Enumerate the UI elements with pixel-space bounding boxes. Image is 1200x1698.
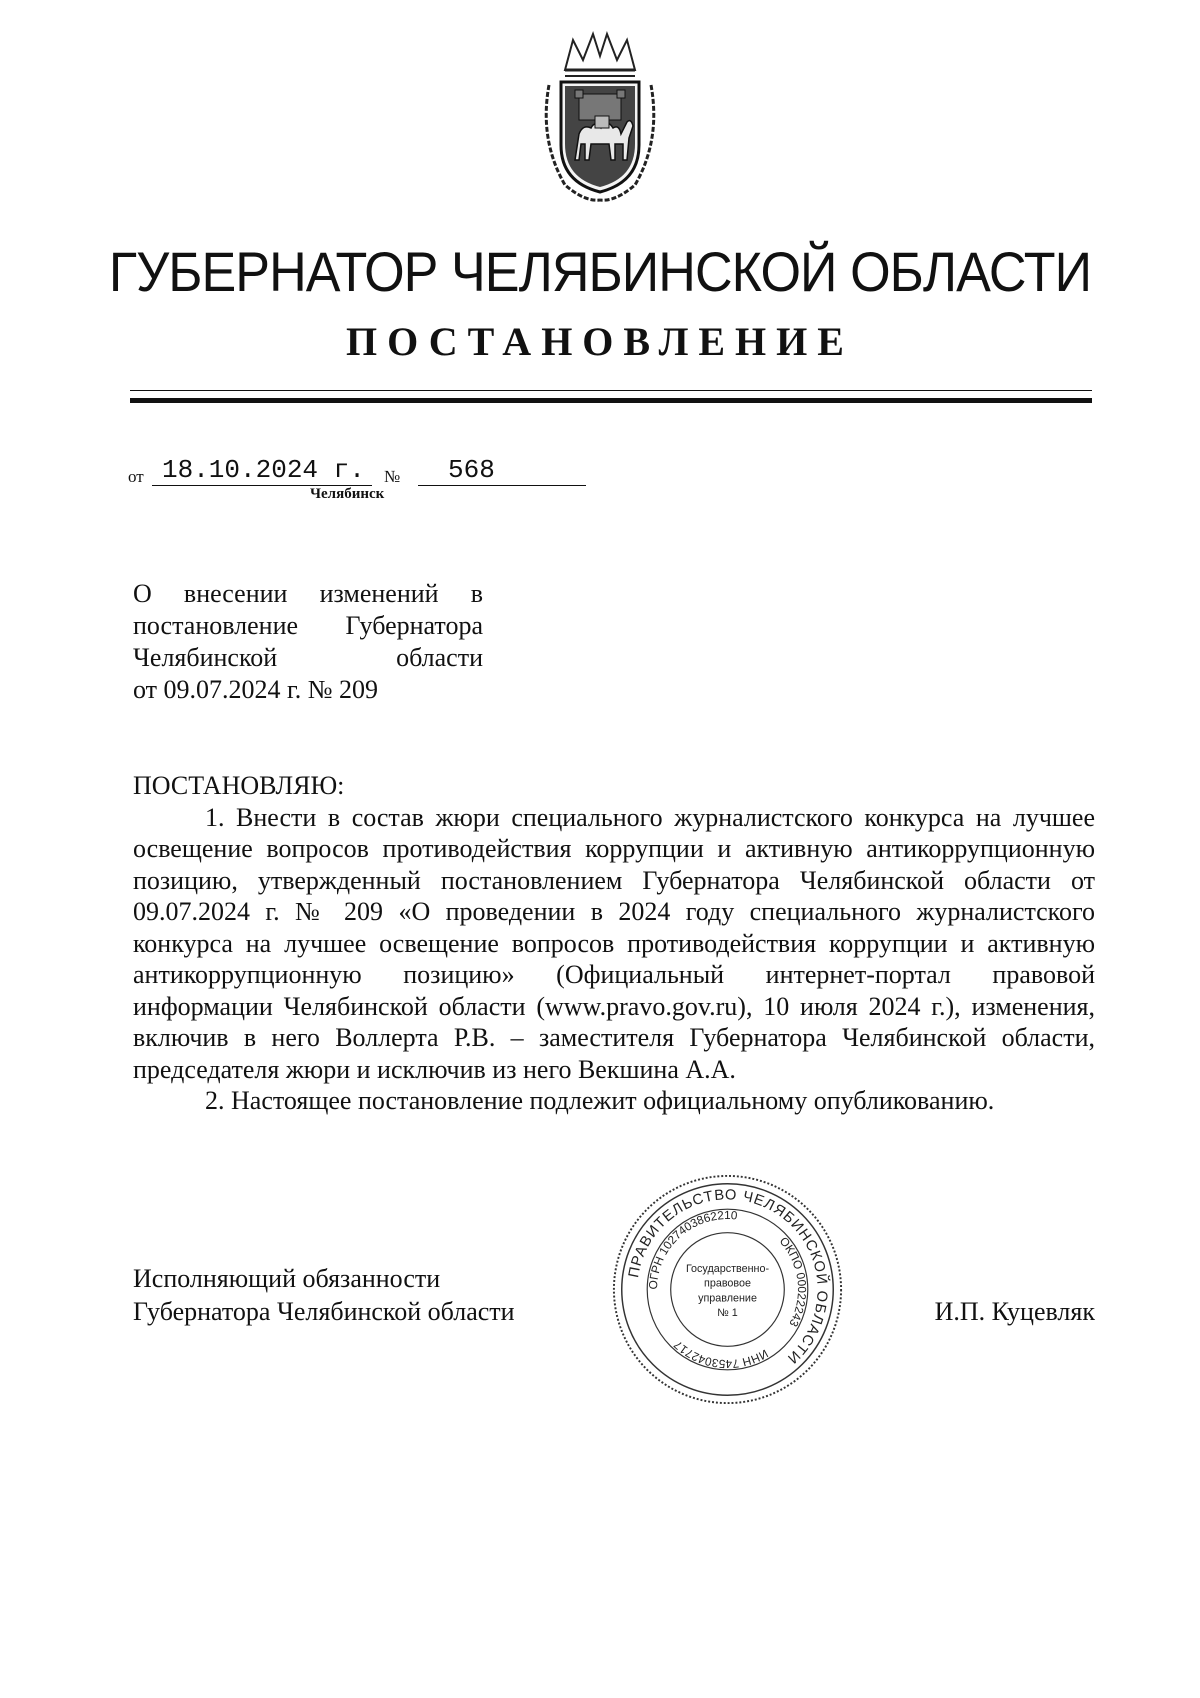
- subject-line: О внесении изменений в: [133, 579, 483, 608]
- subject-line: Челябинской области: [133, 643, 483, 672]
- official-seal: [610, 1172, 845, 1407]
- body-paragraph: 2. Настоящее постановление подлежит официальному опубликованию.: [205, 1086, 995, 1115]
- seal-okpo: ОКПО 00022243: [776, 1234, 809, 1329]
- document-number: 568: [418, 455, 586, 486]
- signatory-position-line: Губернатора Челябинской области: [133, 1297, 515, 1326]
- body-paragraph: 1. Внести в состав жюри специального журналистского конкурса на лучшее освещение вопросов противодействия коррупции и активную антикоррупционную позицию, утвержденный постановлением Губернатора Челябинской области от 09.07.2024 г. № 209 «О проведении в 2024 году специального журналистского конкурса на лучшее освещение вопросов противодействия коррупции и активную антикоррупционную позицию» (Официальный интернет-портал правовой информации Челябинской области (www.pravo.gov.ru), 10 июля 2024 г.), изменения, включив в него Воллерта Р.В. – заместителя Губернатора Челябинской области, председателя жюри и исключив из него Векшина А.А.: [133, 802, 1095, 1084]
- seal-outer-text: ПРАВИТЕЛЬСТВО ЧЕЛЯБИНСКОЙ ОБЛАСТИ: [626, 1187, 830, 1367]
- header-divider-thick: [130, 398, 1092, 403]
- seal-center-line: управление: [698, 1292, 757, 1305]
- header-divider-thin: [130, 390, 1092, 391]
- number-prefix: №: [384, 467, 401, 486]
- seal-center-line: Государственно-: [685, 1262, 770, 1275]
- authority-title: ГУБЕРНАТОР ЧЕЛЯБИНСКОЙ ОБЛАСТИ: [108, 240, 1092, 303]
- seal-center-line: правовое: [704, 1277, 751, 1290]
- seal-ogrn: ОГРН 1027403862210: [646, 1208, 738, 1290]
- resolution-heading: ПОСТАНОВЛЯЮ:: [133, 771, 345, 800]
- date-prefix: от: [128, 467, 144, 486]
- document-date: 18.10.2024 г.: [152, 455, 372, 486]
- subject-line: от 09.07.2024 г. № 209: [133, 675, 379, 704]
- signatory-name: И.П. Куцевляк: [934, 1297, 1095, 1326]
- seal-inn: ИНН 7453042717: [671, 1337, 771, 1371]
- document-type: ПОСТАНОВЛЕНИЕ: [346, 319, 854, 364]
- seal-center-line: № 1: [717, 1306, 738, 1319]
- signatory-position: [133, 1262, 515, 1328]
- signatory-position-line: Исполняющий обязанности: [133, 1264, 441, 1293]
- document-subject: [133, 578, 483, 706]
- document-body: [133, 770, 1095, 1117]
- issue-city: Челябинск: [310, 486, 385, 502]
- coat-of-arms-icon: [535, 30, 665, 205]
- subject-line: постановление Губернатора: [133, 611, 483, 640]
